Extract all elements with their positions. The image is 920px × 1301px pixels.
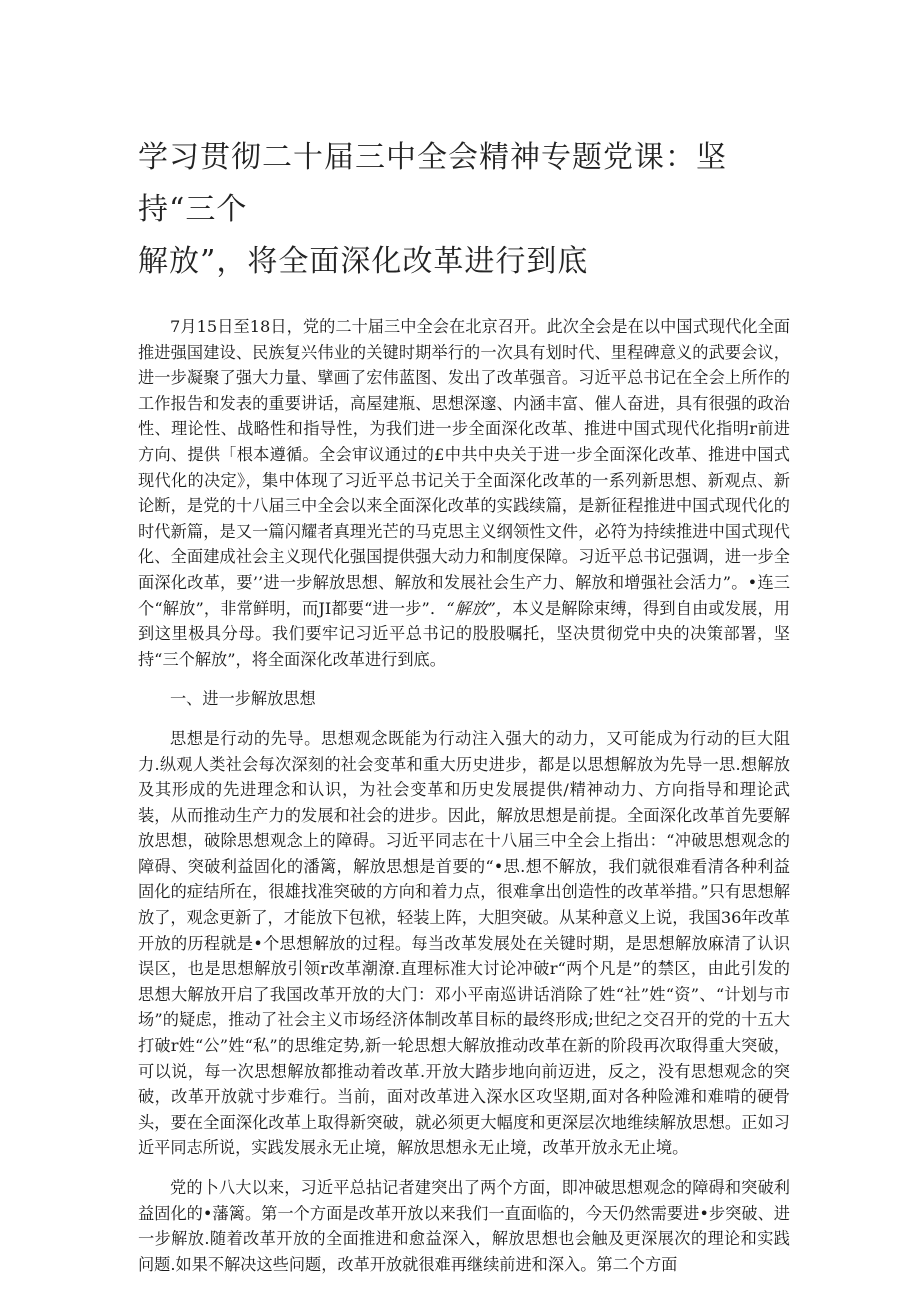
title-line-1: 学习贯彻二十届三中全会精神专题党课：坚持“三个 (138, 140, 727, 227)
document-title (138, 132, 790, 288)
section-heading-1: 一、进一步解放思想 (170, 689, 316, 709)
paragraph-thought-liberation: 思想是行动的先导。思想观念既能为行动注入强大的动力，又可能成为行动的巨大阻力.纵观人类社会每次深刻的社会变革和重大历史进步，都是以思想解放为先导一思.想解放及其形成的先进理念和认识，为社会变革和历史发展提供/精神动力、方向指导和理论武装，从而推动生产力的发展和社会的进步。因此，解放思想是前提。全面深化改革首先要解放思想，破除思想观念上的障碍。习近平同志在十八届三中全会上指出：“冲破思想观念的障碍、突破利益固化的潘篱，解放思想是首要的“•思.想不解放，我们就很难看清各种利益固化的症结所在，很雄找准突破的方向和着力点，很难拿出创造性的改革举措。”只有思想解放了，观念更新了，才能放下包袱，轻装上阵，大胆突破。从某种意义上说，我国36年改革开放的历程就是•个思想解放的过程。每当改革发展处在关键时期，是思想解放麻清了认识误区，也是思想解放引领r改革潮潦.直理标准大讨论冲破r“两个凡是”的禁区，由此引发的思想大解放开启了我国改革开放的大门：邓小平南巡讲话消除了姓“社”姓“资”、“计划与市场”的疑虑，推动了社会主义市场经济体制改革目标的最终形成;世纪之交召开的党的十五大打破r姓“公”姓“私”的思维定势,新一轮思想大解放推动改革在新的阶段再次取得重大突破，可以说，每一次思想解放都推动着改革.开放大踏步地向前迈进，反之，没有思想观念的突破，改革开放就寸步难行。当前，面对改革进入深水区攻坚期,面对各种险滩和难啃的硬骨头，要在全面深化改革上取得新突破，就必须更大幅度和更深层次地维续解放思想。正如习近平同志所说，实践发展永无止境，解放思想永无止境，改革开放永无止境。 (138, 728, 790, 1158)
paragraph-intro-emphasis: “解放”， (446, 598, 513, 618)
paragraph-intro-part-b: 本义是解除束缚，得到自由或发展，用到这里极具分母。我们要牢记习近平总书记的股股嘱托，坚决贯彻党中央的决策部署，坚持“三个解放”，将全面深化改革进行到底。 (138, 598, 790, 669)
paragraph-intro (138, 314, 790, 672)
title-line-2: 解放”，将全面深化改革进行到底 (138, 244, 589, 279)
paragraph-two-aspects: 党的卜八大以来，习近平总拈记者建突出了两个方面，即冲破思想观念的障碍和突破利益固化的•藩篱。第一个方面是改革开放以来我们一直面临的，今天仍然需要进•步突破、进一步解放.随着改革开放的全面推进和愈益深入，解放思想也会触及更深展次的理论和实践问题.如果不解决这些问题，改革开放就很难再继续前进和深入。第二个方面 (138, 1178, 790, 1274)
paragraph-intro-part-a: 7月15日至18日，党的二十届三中全会在北京召开。此次全会是在以中国式现代化全面推进强国建设、民族复兴伟业的关键时期举行的一次具有划时代、里程碑意义的武要会议，进一步凝聚了强大力量、擘画了宏伟蓝图、发出了改革强音。习近平总书记在全会上所作的工作报告和发表的重要讲话，高屋建瓶、思想深邃、内涵丰富、催人奋进，具有很强的政治性、理论性、战略性和指导性，为我们进一步全面深化改革、推进中国式现代化指明r前进方向、提供「根本遵循。全会审议通过的£中共中央关于进一步全面深化改革、推进中国式现代化的决定》，集中体现了习近平总书记关于全面深化改革的一系列新思想、新观点、新论断，是党的十八届三中全会以来全面深化改革的实践续篇，是新征程推进中国式现代化的时代新篇，是又一篇闪耀者真理光芒的马克思主义纲领性文件，必符为持续推进中国式现代化、全面建成社会主义现代化强国提供强大动力和制度保障。习近平总书记强调，进一步全面深化改革，要’’进一步解放思想、解放和发展社会生产力、解放和增强社会活力”。•连三个“解放”，非常鲜明，而JI都要“进一步”． (138, 317, 790, 618)
document-page (138, 0, 790, 1277)
